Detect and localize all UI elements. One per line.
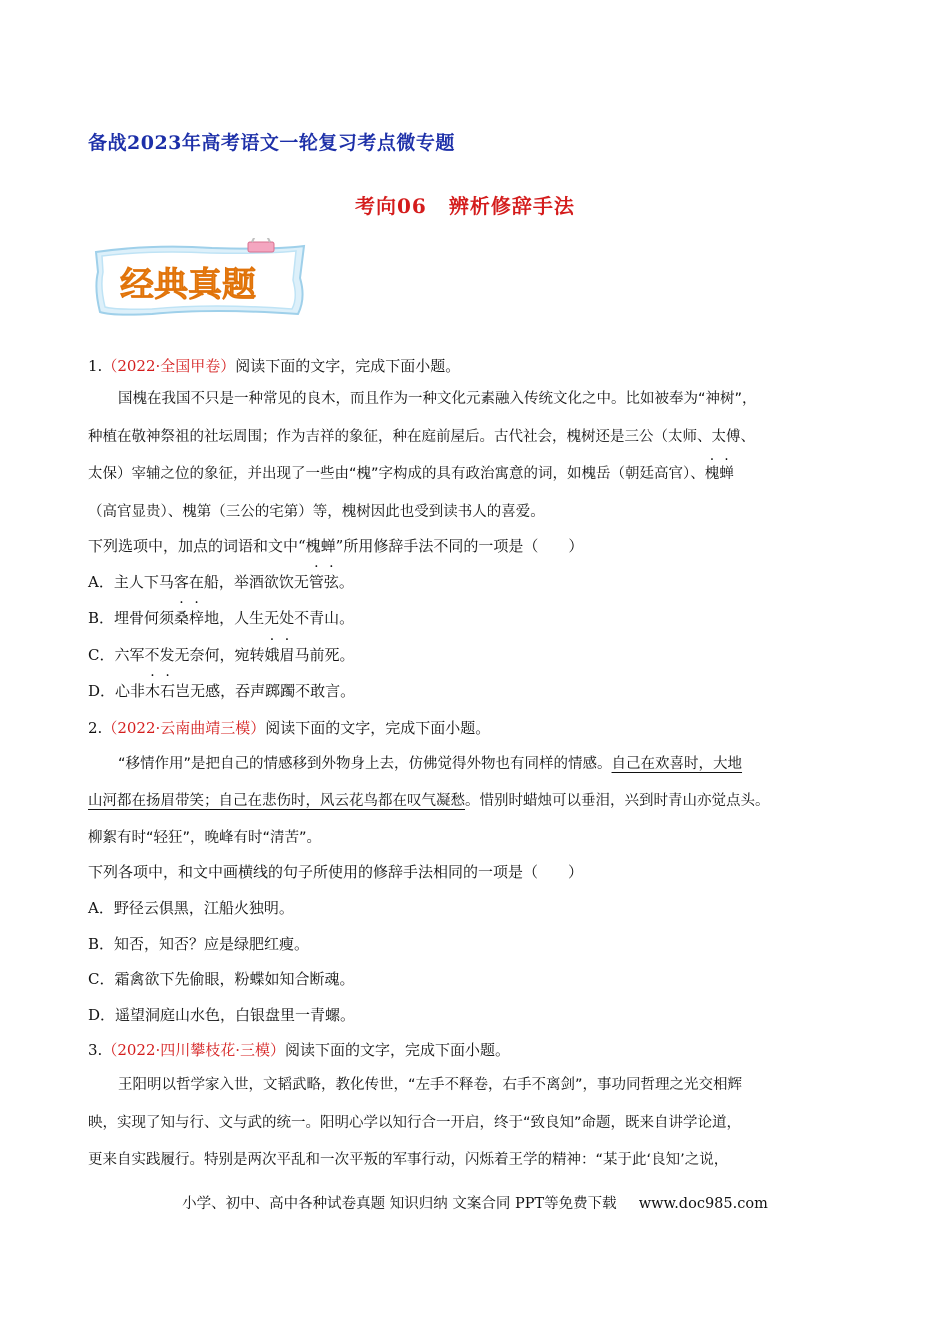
q2-source: （2022·云南曲靖三模） <box>102 719 266 737</box>
banner-graphic <box>92 238 310 320</box>
dotted-char: 管 <box>308 573 324 591</box>
q3-source: （2022·四川攀枝花·三模） <box>102 1041 286 1059</box>
option-text: 岂无感，吞声踯躅不敢言。 <box>175 682 356 700</box>
dotted-char: 弦 <box>323 573 339 591</box>
q1-question: 下列选项中，加点的词语和文中“槐蝉”所用修辞手法不同的一项是（ ） <box>88 537 584 555</box>
option-text: C．六军不发无奈何，宛转 <box>88 646 265 664</box>
q1-passage-line: （高官显贵）、槐第（三公的宅第）等，槐树因此也受到读书人的喜爱。 <box>88 504 545 520</box>
q1-passage-line: 国槐在我国不只是一种常见的良木，而且作为一种文化元素融入传统文化之中。比如被奉为“神树”， <box>118 391 757 407</box>
dotted-char: 石 <box>160 682 176 700</box>
q2-passage-text: “移情作用”是把自己的情感移到外物身上去，仿佛觉得外物也有同样的情感。 <box>118 756 612 772</box>
q1-instruction: 阅读下面的文字，完成下面小题。 <box>235 357 461 375</box>
option-text: 马前死。 <box>294 646 355 664</box>
q2-number: 2. <box>88 719 103 737</box>
q3-instruction: 阅读下面的文字，完成下面小题。 <box>285 1041 511 1059</box>
q1-number: 1. <box>88 357 103 375</box>
q3-heading <box>88 1040 510 1060</box>
q1-option-b[interactable] <box>88 608 354 628</box>
dotted-char: 槐 <box>704 466 720 482</box>
q2-heading <box>88 718 490 738</box>
q2-option-c[interactable]: C．霜禽欲下先偷眼，粉蝶如知合断魂。 <box>88 970 355 988</box>
topic-title <box>355 190 575 219</box>
dotted-char: 桑 <box>174 609 190 627</box>
q1-option-a[interactable] <box>88 572 354 592</box>
q3-passage-line: 映，实现了知与行、文与武的统一。阳明心学以知行合一开启，终于“致良知”命题，既来自讲学论道， <box>88 1115 742 1131</box>
q2-option-d[interactable]: D．遥望洞庭山水色，白银盘里一青螺。 <box>88 1006 356 1024</box>
q1-passage-line: 种植在敬神祭祖的社坛周围；作为吉祥的象征，种在庭前屋后。古代社会，槐树还是三公（太师、太傅、 <box>88 429 755 445</box>
q2-passage-line <box>88 791 770 811</box>
footer-site-link[interactable]: www.doc985.com <box>638 1196 768 1212</box>
dotted-char: 蝉 <box>719 466 734 482</box>
option-text: 地，人生无处不青山。 <box>204 609 355 627</box>
q3-passage-line: 更来自实践履行。特别是两次平乱和一次平叛的军事行动，闪烁着王学的精神：“某于此‘良知’之说， <box>88 1152 729 1168</box>
q3-number: 3. <box>88 1041 103 1059</box>
q1-passage-line <box>88 464 734 484</box>
q2-instruction: 阅读下面的文字，完成下面小题。 <box>265 719 491 737</box>
q1-option-d[interactable] <box>88 681 355 701</box>
dotted-char: 眉 <box>279 646 295 664</box>
q2-option-b[interactable]: B．知否，知否？应是绿肥红瘦。 <box>88 935 310 953</box>
q2-passage-line <box>118 754 742 774</box>
q1-option-c[interactable] <box>88 645 355 665</box>
banner-label: 经典真题 <box>120 265 256 305</box>
q2-option-a[interactable]: A．野径云俱黑，江船火独明。 <box>88 899 294 917</box>
q2-passage-line: 柳絮有时“轻狂”，晚峰有时“清苦”。 <box>88 830 322 846</box>
dotted-char: 娥 <box>264 646 280 664</box>
classic-questions-banner <box>92 238 310 320</box>
q3-passage-line: 王阳明以哲学家入世，文韬武略，教化传世，“左手不释卷，右手不离剑”，事功同哲理之光交相辉 <box>118 1077 743 1093</box>
underlined-sentence: 自己在欢喜时，大地 <box>611 756 743 772</box>
option-text: B．埋骨何须 <box>88 609 175 627</box>
option-text: D．心非 <box>88 682 146 700</box>
series-title: 备战2023年高考语文一轮复习考点微专题 <box>88 132 455 154</box>
option-text: 。 <box>338 573 354 591</box>
footer-text: 小学、初中、高中各种试卷真题 知识归纳 文案合同 PPT等免费下载 <box>182 1196 617 1212</box>
q1-source: （2022·全国甲卷） <box>102 357 236 375</box>
q2-question: 下列各项中，和文中画横线的句子所使用的修辞手法相同的一项是（ ） <box>88 863 584 881</box>
page-footer <box>0 1192 950 1213</box>
q1-heading <box>88 356 460 376</box>
topic-label: 考向06 <box>355 194 427 218</box>
binder-clip-icon <box>248 238 274 252</box>
underlined-sentence: 山河都在扬眉带笑；自己在悲伤时，风云花鸟都在叹气凝愁 <box>88 793 465 809</box>
topic-name: 辨析修辞手法 <box>448 194 575 218</box>
q2-passage-text: 。惜别时蜡烛可以垂泪，兴到时青山亦觉点头。 <box>465 793 770 809</box>
option-text: A．主人下马客在船，举酒欲饮无 <box>88 573 309 591</box>
q1-passage-text: 太保）宰辅之位的象征，并出现了一些由“槐”字构成的具有政治寓意的词，如槐岳（朝廷高官）、 <box>88 466 705 482</box>
dotted-char: 梓 <box>189 609 205 627</box>
dotted-char: 木 <box>145 682 161 700</box>
